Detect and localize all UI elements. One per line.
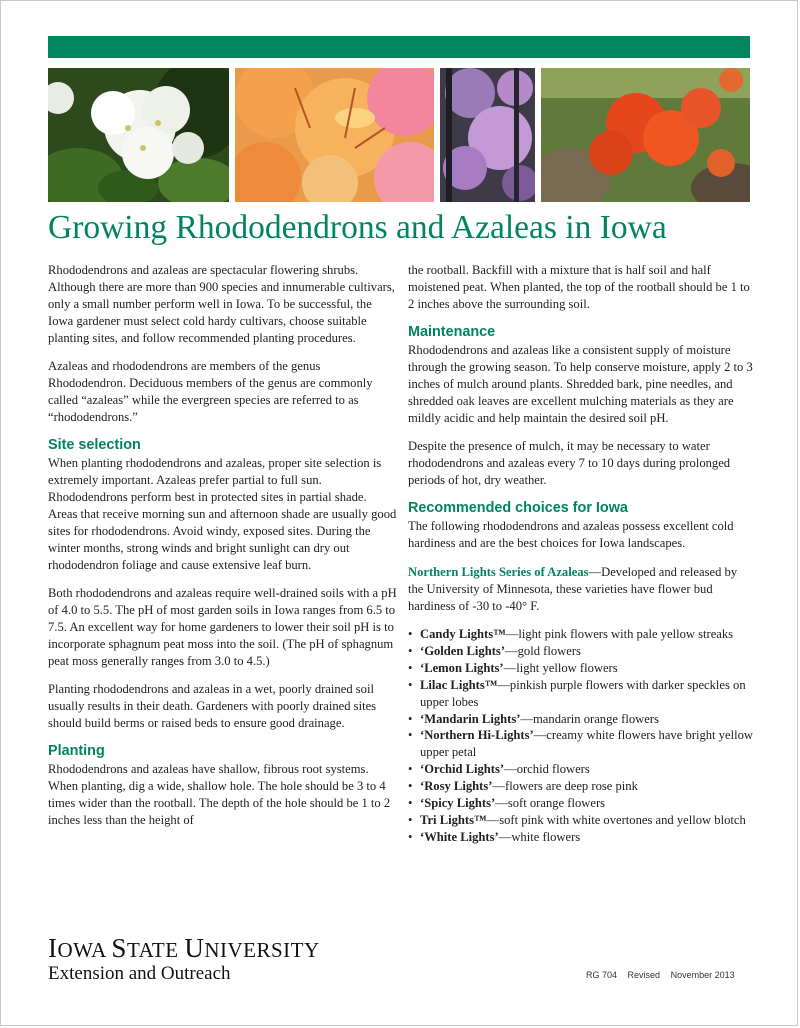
variety-desc: —light pink flowers with pale yellow streaks (505, 627, 734, 641)
list-item (408, 643, 753, 660)
maintenance-heading: Maintenance (408, 324, 496, 341)
publication-code (586, 969, 735, 981)
site-paragraph-1: When planting rhododendrons and azaleas, proper site selection is extremely important. Azaleas prefer partial to full sun. Rhododendrons perform best in protected sites in partial shade. Areas that receive morning sun and afternoon shade are usually good sites for rhododendrons. Avoid windy, exposed sites. During the winter months, strong winds and bright sunlight can dry out rhododendron foliage and cause extensive leaf burn. (48, 456, 397, 572)
publication-number: RG 704 (586, 970, 618, 980)
list-item (408, 727, 753, 761)
variety-desc: —gold flowers (505, 643, 581, 658)
page-title: Growing Rhododendrons and Azaleas in Iowa (48, 209, 667, 246)
header-bar (48, 36, 750, 58)
revision-date: November 2013 (670, 970, 735, 980)
site-selection-heading: Site selection (48, 437, 141, 454)
photo-white-rhododendron (48, 68, 229, 202)
intro-paragraph-2: Azaleas and rhododendrons are members of the genus Rhododendron. Deciduous members of the genus are commonly called “azaleas” while the evergreen species are referred to as “rhododendrons.” (48, 359, 373, 424)
variety-desc: —light yellow flowers (503, 660, 618, 675)
variety-desc: —soft orange flowers (495, 796, 606, 811)
planting-heading: Planting (48, 743, 105, 760)
list-item (408, 626, 753, 643)
variety-name: ‘Golden Lights’ (420, 643, 506, 658)
photo-purple-rhododendron (440, 68, 535, 202)
variety-name: ‘White Lights’ (420, 829, 499, 844)
northern-lights-lead: Northern Lights Series of Azaleas (408, 564, 589, 579)
maintenance-paragraph-2: Despite the presence of mulch, it may be necessary to water rhododendrons and azaleas every 7 to 10 days during prolonged periods of hot, dry weather. (408, 439, 731, 488)
variety-name: Tri Lights™ (420, 812, 487, 827)
planting-paragraph-1: Rhododendrons and azaleas have shallow, fibrous root systems. When planting, dig a wide, shallow hole. The hole should be 3 to 4 times wider than the rootball. The depth of the hole should be 1 to 2 inches less than the height of (48, 762, 391, 827)
variety-desc: —pinkish purple flowers with darker speckles on upper lobes (420, 677, 746, 709)
list-item (408, 677, 753, 711)
university-wordmark: IOWA STATE UNIVERSITY (48, 933, 320, 963)
list-item (408, 795, 753, 812)
revised-label: Revised (627, 970, 661, 980)
left-column (48, 262, 398, 840)
extension-outreach-label: Extension and Outreach (48, 963, 231, 984)
variety-name: ‘Lemon Lights’ (420, 660, 504, 675)
recommended-heading: Recommended choices for Iowa (408, 500, 628, 517)
variety-desc: —soft pink with white overtones and yellow blotch (486, 812, 746, 827)
northern-lights-text: —Developed and released by the University of Minnesota, these varieties have flower bud hardiness of -30 to -40° F. (408, 564, 738, 613)
varieties-list (408, 626, 753, 846)
variety-desc: —white flowers (498, 829, 581, 844)
recommended-paragraph: The following rhododendrons and azaleas possess excellent cold hardiness and are the best choices for Iowa landscapes. (408, 519, 734, 551)
variety-desc: —mandarin orange flowers (520, 711, 659, 726)
variety-name: ‘Spicy Lights’ (420, 796, 496, 811)
variety-name: Candy Lights™ (420, 627, 506, 641)
variety-name: ‘Mandarin Lights’ (420, 711, 521, 726)
variety-name: Lilac Lights™ (420, 677, 498, 692)
variety-name: ‘Rosy Lights’ (420, 779, 493, 794)
site-paragraph-3: Planting rhododendrons and azaleas in a wet, poorly drained soil usually results in their death. Gardeners with poorly drained sites should build berms or raised beds to ensure good drainage. (48, 682, 377, 730)
photo-orange-azalea-garden (541, 68, 750, 202)
variety-desc: —orchid flowers (504, 762, 590, 777)
photo-orange-azalea (235, 68, 434, 202)
variety-name: ‘Orchid Lights’ (420, 762, 505, 777)
list-item (408, 812, 753, 829)
planting-continued-paragraph: the rootball. Backfill with a mixture that is half soil and half moistened peat. When planted, the top of the rootball should be 1 to 2 inches above the surrounding soil. (408, 263, 750, 311)
northern-lights-paragraph (408, 564, 753, 615)
variety-desc: —creamy white flowers have bright yellow upper petal (420, 728, 753, 760)
site-paragraph-2: Both rhododendrons and azaleas require well-drained soils with a pH of 4.0 to 5.5. The pH of most garden soils in Iowa ranges from 6.5 to 7.5. An excellent way for home gardeners to lower their soil pH is to incorporate sphagnum peat moss into the soil. (The pH of sphagnum peat moss generally ranges from 3.0 to 4.5.) (48, 586, 397, 668)
variety-name: ‘Northern Hi-Lights’ (420, 728, 534, 743)
list-item (408, 711, 753, 728)
right-column (408, 262, 753, 846)
list-item (408, 829, 753, 846)
maintenance-paragraph-1: Rhododendrons and azaleas like a consistent supply of moisture through the growing season. To help conserve moisture, apply 2 to 3 inches of mulch around plants. Shredded bark, pine needles, and shredded oak leaves are excellent mulching materials as they are mildly acidic and help maintain the desired soil pH. (408, 343, 753, 425)
list-item (408, 761, 753, 778)
intro-paragraph-1: Rhododendrons and azaleas are spectacular flowering shrubs. Although there are more than 900 species and innumerable cultivars, only a small number perform well in Iowa. To be successful, the Iowa gardener must select cold hardy cultivars, choose suitable planting sites, and follow recommended planting procedures. (48, 263, 395, 345)
list-item (408, 660, 753, 677)
list-item (408, 778, 753, 795)
variety-desc: —flowers are deep rose pink (492, 779, 638, 794)
